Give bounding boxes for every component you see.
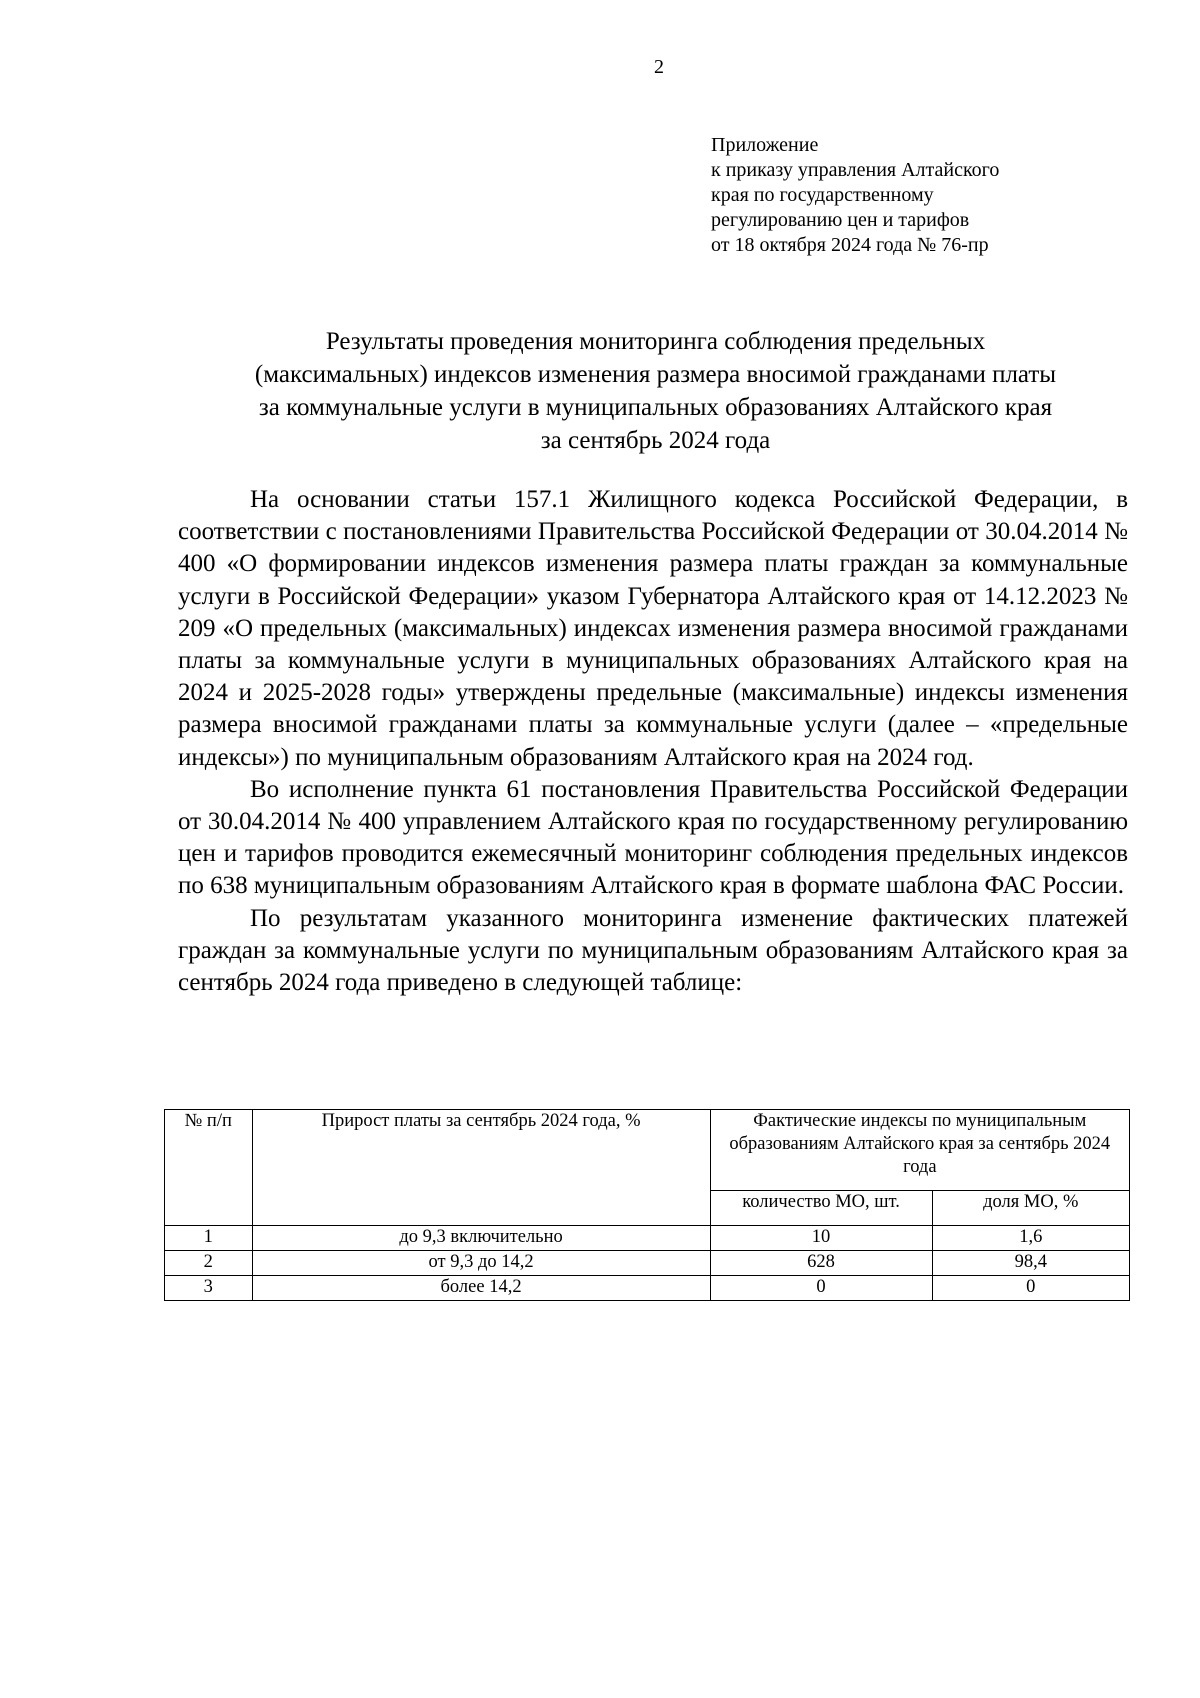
title-line: за сентябрь 2024 года	[540, 427, 771, 454]
cell-share: 98,4	[932, 1251, 1130, 1276]
header-count: количество МО, шт.	[710, 1191, 932, 1226]
cell-growth: до 9,3 включительно	[252, 1226, 710, 1251]
cell-count: 628	[710, 1251, 932, 1276]
cell-share: 0	[932, 1276, 1130, 1301]
cell-num: 1	[165, 1226, 253, 1251]
title-line: Результаты проведения мониторинга соблюдения предельных	[325, 328, 986, 355]
cell-growth: более 14,2	[252, 1276, 710, 1301]
body-paragraph: На основании статьи 157.1 Жилищного кодекса Российской Федерации, в соответствии с постановлениями Правительства Российской Федерации от 30.04.2014 № 400 «О формировании индексов изменения размера платы граждан за коммунальные услуги в Российской Федерации» указом Губернатора Алтайского края от 14.12.2023 № 209 «О предельных (максимальных) индексах изменения размера вносимой гражданами платы за коммунальные услуги в муниципальных образованиях Алтайского края на 2024 и 2025-2028 годы» утверждены предельные (максимальные) индексы изменения размера вносимой гражданами платы за коммунальные услуги (далее – «предельные индексы») по муниципальным образованиям Алтайского края на 2024 год.	[178, 486, 1128, 771]
header-fact: Фактические индексы по муниципальным образованиям Алтайского края за сентябрь 2024 года	[710, 1110, 1129, 1191]
body-text	[178, 484, 1128, 999]
appendix-line: к приказу управления Алтайского	[711, 159, 1000, 181]
table-header-row	[165, 1110, 1130, 1191]
body-paragraph: Во исполнение пункта 61 постановления Правительства Российской Федерации от 30.04.2014 № 400 управлением Алтайского края по государственному регулированию цен и тарифов проводится ежемесячный мониторинг соблюдения предельных индексов по 638 муниципальным образованиям Алтайского края в формате шаблона ФАС России.	[178, 775, 1128, 900]
cell-count: 10	[710, 1226, 932, 1251]
table-row	[165, 1226, 1130, 1251]
header-growth: Прирост платы за сентябрь 2024 года, %	[252, 1110, 710, 1226]
results-table	[164, 1109, 1130, 1301]
title-line: (максимальных) индексов изменения размера вносимой гражданами платы	[254, 361, 1057, 388]
table-row	[165, 1251, 1130, 1276]
header-share: доля МО, %	[932, 1191, 1130, 1226]
appendix-line: края по государственному	[711, 184, 934, 206]
title-line: за коммунальные услуги в муниципальных образованиях Алтайского края	[258, 394, 1053, 421]
cell-num: 3	[165, 1276, 253, 1301]
body-paragraph: По результатам указанного мониторинга изменение фактических платежей граждан за коммунальные услуги по муниципальным образованиям Алтайского края за сентябрь 2024 года приведено в следующей таблице:	[178, 904, 1128, 997]
cell-count: 0	[710, 1276, 932, 1301]
cell-growth: от 9,3 до 14,2	[252, 1251, 710, 1276]
appendix-block	[711, 133, 999, 258]
document-title	[180, 325, 1131, 457]
cell-num: 2	[165, 1251, 253, 1276]
table-row	[165, 1276, 1130, 1301]
appendix-line: от 18 октября 2024 года № 76-пр	[711, 234, 989, 256]
appendix-line: регулированию цен и тарифов	[711, 209, 970, 231]
page-number: 2	[654, 56, 664, 78]
header-num: № п/п	[165, 1110, 253, 1226]
appendix-line: Приложение	[711, 134, 819, 156]
cell-share: 1,6	[932, 1226, 1130, 1251]
